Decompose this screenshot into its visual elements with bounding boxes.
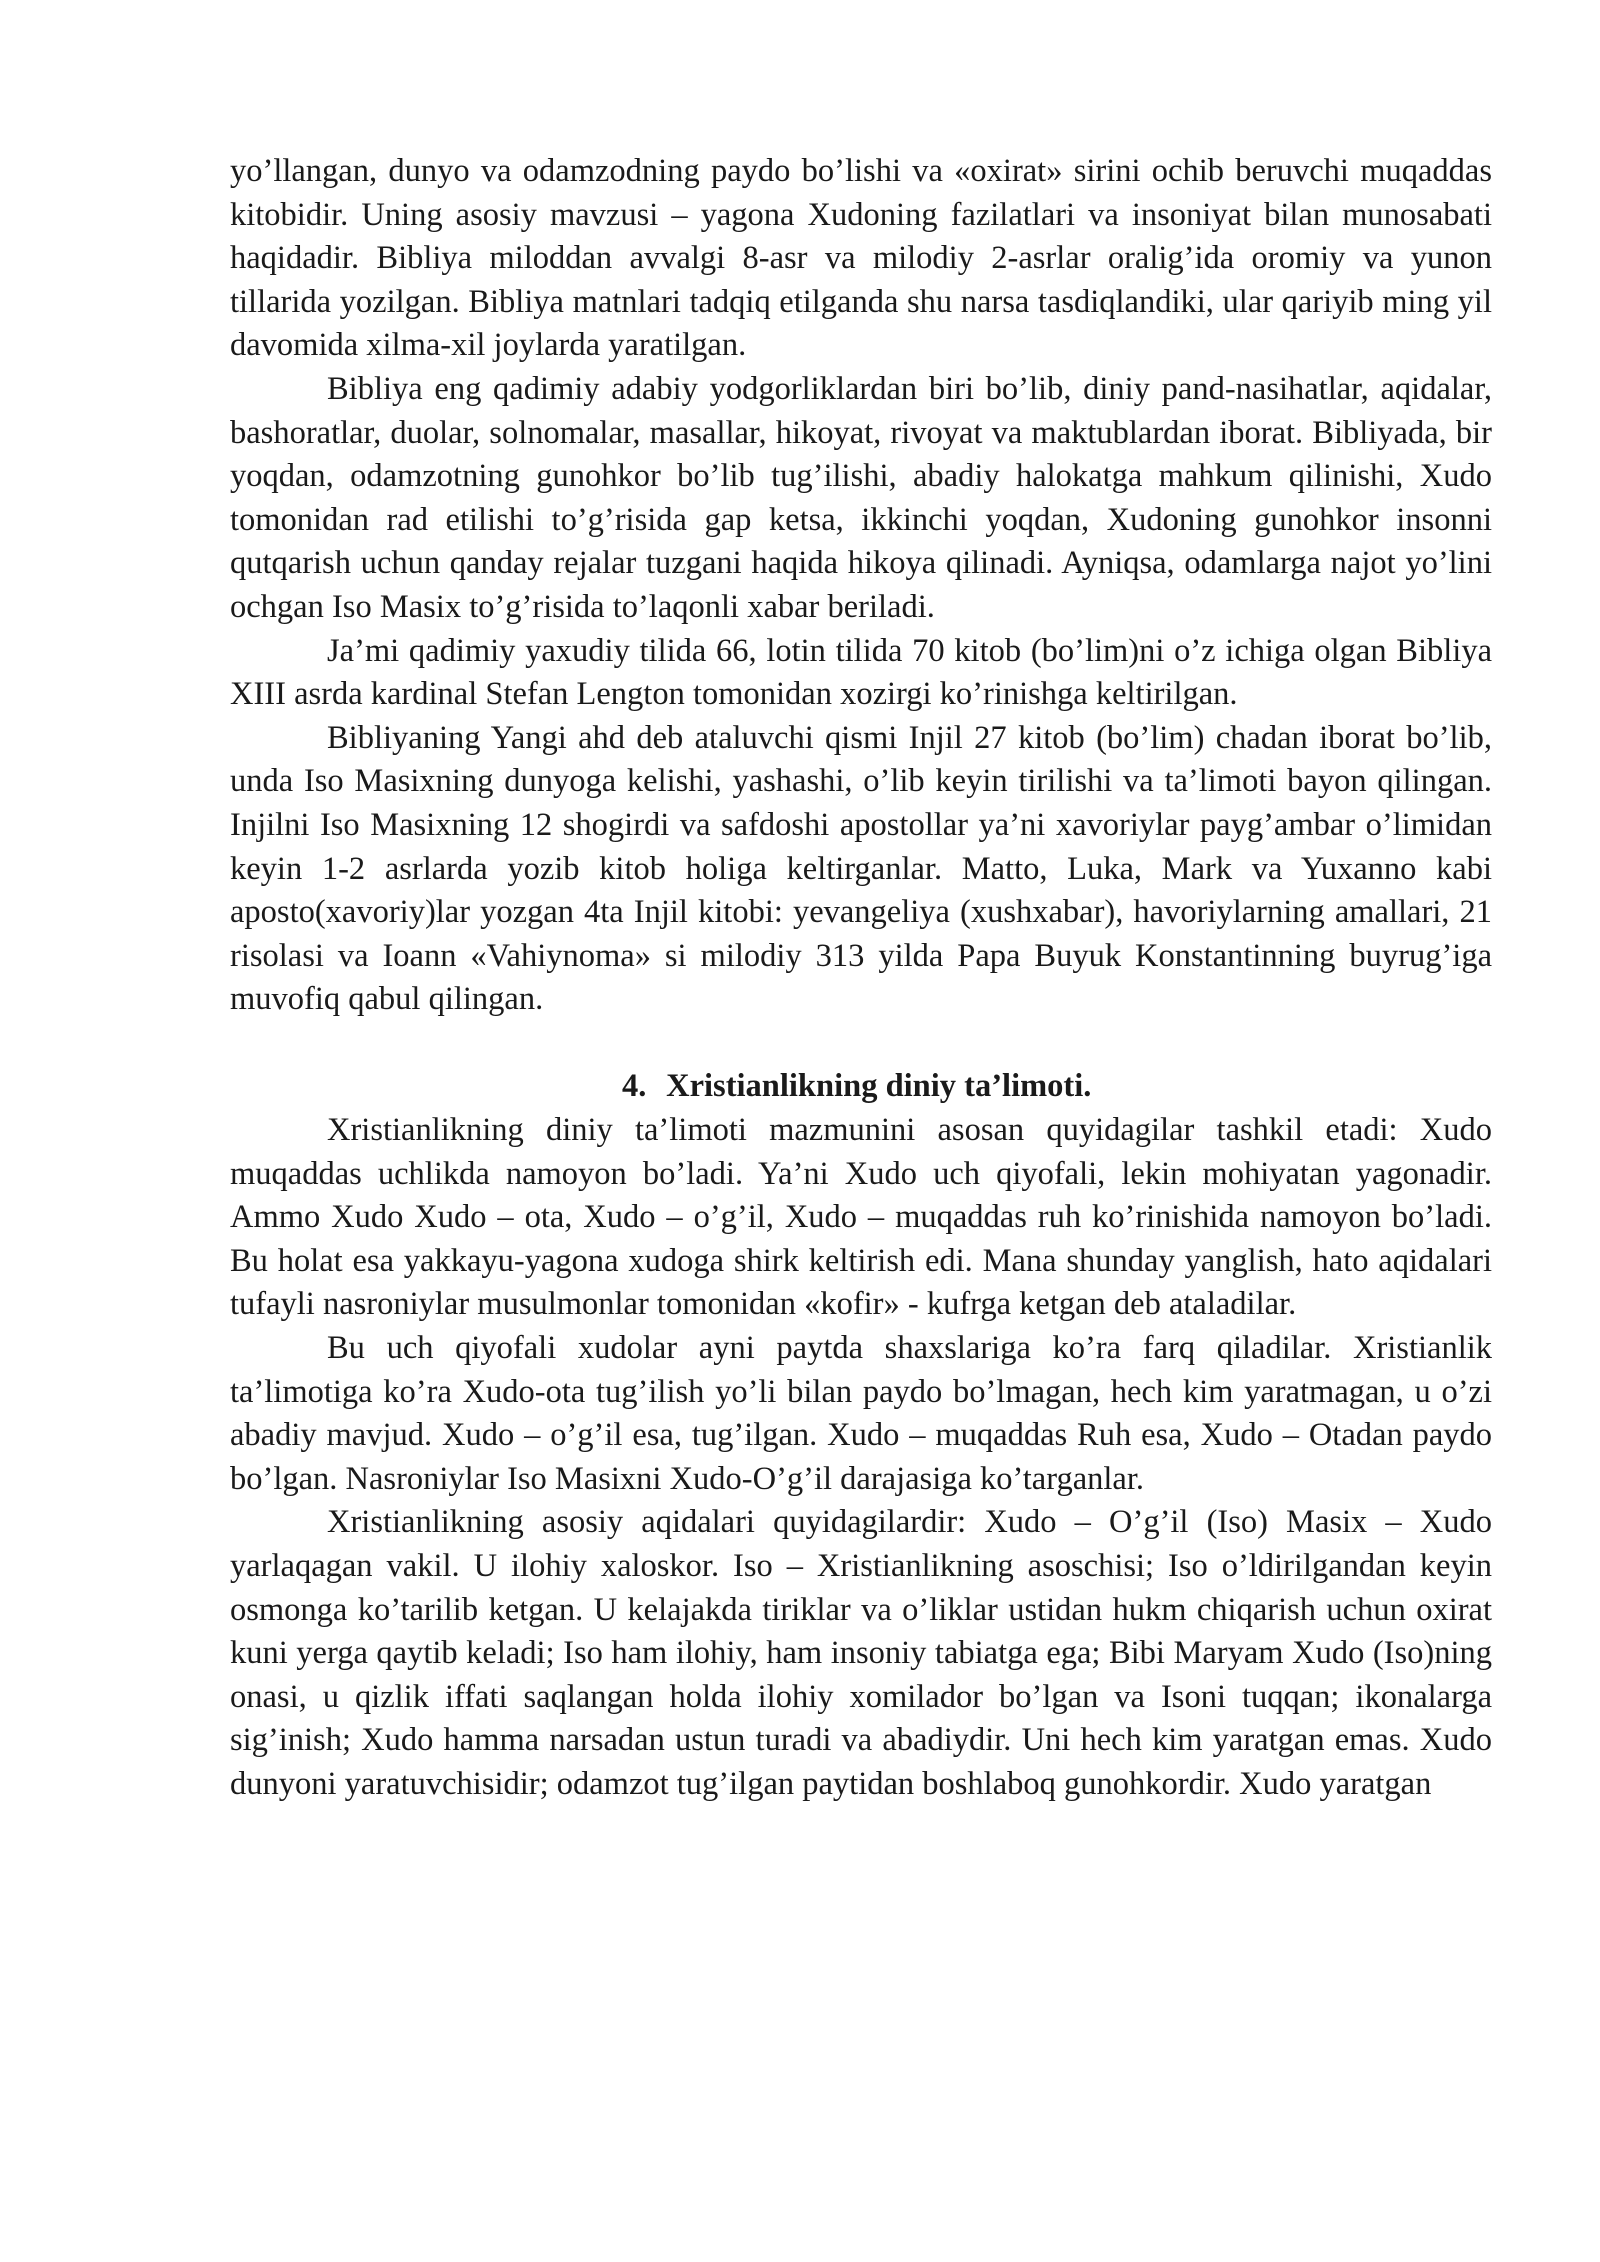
- section-title: Xristianlikning diniy ta’limoti.: [666, 1068, 1092, 1105]
- section-number: 4.: [622, 1068, 647, 1105]
- paragraph-trinity: Bu uch qiyofali xudolar ayni paytda shaxslariga ko’ra farq qiladilar. Xristianlik ta’limotiga ko’ra Xudo-ota tug’ilish yo’li bilan paydo bo’lmagan, hech kim yaratmagan, u o’zi abadiy mavjud. Xudo – o’g’il esa, tug’ilgan. Xudo – muqaddas Ruh esa, Xudo – Otadan paydo bo’lgan. Nasroniylar Iso Masixni Xudo-O’g’il darajasiga ko’targanlar.: [230, 1330, 1492, 1497]
- document-page: [230, 150, 1492, 1807]
- paragraph-bible-content: Bibliya eng qadimiy adabiy yodgorliklardan biri bo’lib, diniy pand-nasihatlar, aqidalar, bashoratlar, duolar, solnomalar, masallar, hikoyat, rivoyat va maktublardan iborat. Bibliyada, bir yoqdan, odamzotning gunohkor bo’lib tug’ilishi, abadiy halokatga mahkum qilinishi, Xudo tomonidan rad etilishi to’g’risida gap ketsa, ikkinchi yoqdan, Xudoning gunohkor insonni qutqarish uchun qanday rejalar tuzgani haqida hikoya qilinadi. Ayniqsa, odamlarga najot yo’lini ochgan Iso Masix to’g’risida to’laqonli xabar beriladi.: [230, 370, 1492, 625]
- paragraph-core-beliefs: Xristianlikning asosiy aqidalari quyidagilardir: Xudo – O’g’il (Iso) Masix – Xudo yarlaqagan vakil. U ilohiy xaloskor. Iso – Xristianlikning asoschisi; Iso o’ldirilgandan keyin osmonga ko’tarilib ketgan. U kelajakda tiriklar va o’liklar ustidan hukm chiqarish uchun oxirat kuni yerga qaytib keladi; Iso ham ilohiy, ham insoniy tabiatga ega; Bibi Maryam Xudo (Iso)ning onasi, u qizlik iffati saqlangan holda ilohiy xomilador bo’lgan va Isoni tuqqan; ikonalarga sig’inish; Xudo hamma narsadan ustun turadi va abadiydir. Uni hech kim yaratgan emas. Xudo dunyoni yaratuvchisidir; odamzot tug’ilgan paytidan boshlaboq gunohkordir. Xudo yaratgan: [230, 1504, 1492, 1802]
- paragraph-continuation: yo’llangan, dunyo va odamzodning paydo bo’lishi va «oxirat» sirini ochib beruvchi muqaddas kitobidir. Uning asosiy mavzusi – yagona Xudoning fazilatlari va insoniyat bilan munosabati haqidadir. Bibliya miloddan avvalgi 8-asr va milodiy 2-asrlar oralig’ida oromiy va yunon tillarida yozilgan. Bibliya matnlari tadqiq etilganda shu narsa tasdiqlandiki, ular qariyib ming yil davomida xilma-xil joylarda yaratilgan.: [230, 153, 1492, 364]
- section-heading: [230, 1065, 1492, 1109]
- paragraph-teaching: Xristianlikning diniy ta’limoti mazmunini asosan quyidagilar tashkil etadi: Xudo muqaddas uchlikda namoyon bo’ladi. Ya’ni Xudo uch qiyofali, lekin mohiyatan yagonadir. Ammo Xudo Xudo – ota, Xudo – o’g’il, Xudo – muqaddas ruh ko’rinishida namoyon bo’ladi. Bu holat esa yakkayu-yagona xudoga shirk keltirish edi. Mana shunday yanglish, hato aqidalari tufayli nasroniylar musulmonlar tomonidan «kofir» - kufrga ketgan deb ataladilar.: [230, 1112, 1492, 1323]
- paragraph-bible-books: Ja’mi qadimiy yaxudiy tilida 66, lotin tilida 70 kitob (bo’lim)ni o’z ichiga olgan Bibliya XIII asrda kardinal Stefan Lengton tomonidan xozirgi ko’rinishga keltirilgan.: [230, 632, 1492, 713]
- paragraph-new-testament: Bibliyaning Yangi ahd deb ataluvchi qismi Injil 27 kitob (bo’lim) chadan iborat bo’lib, unda Iso Masixning dunyoga kelishi, yashashi, o’lib keyin tirilishi va ta’limoti bayon qilingan. Injilni Iso Masixning 12 shogirdi va safdoshi apostollar ya’ni xavoriylar payg’ambar o’limidan keyin 1-2 asrlarda yozib kitob holiga keltirganlar. Matto, Luka, Mark va Yuxanno kabi aposto(xavoriy)lar yozgan 4ta Injil kitobi: yevangeliya (xushxabar), havoriylarning amallari, 21 risolasi va Ioann «Vahiynoma» si milodiy 313 yilda Papa Buyuk Konstantinning buyrug’iga muvofiq qabul qilingan.: [230, 719, 1492, 1018]
